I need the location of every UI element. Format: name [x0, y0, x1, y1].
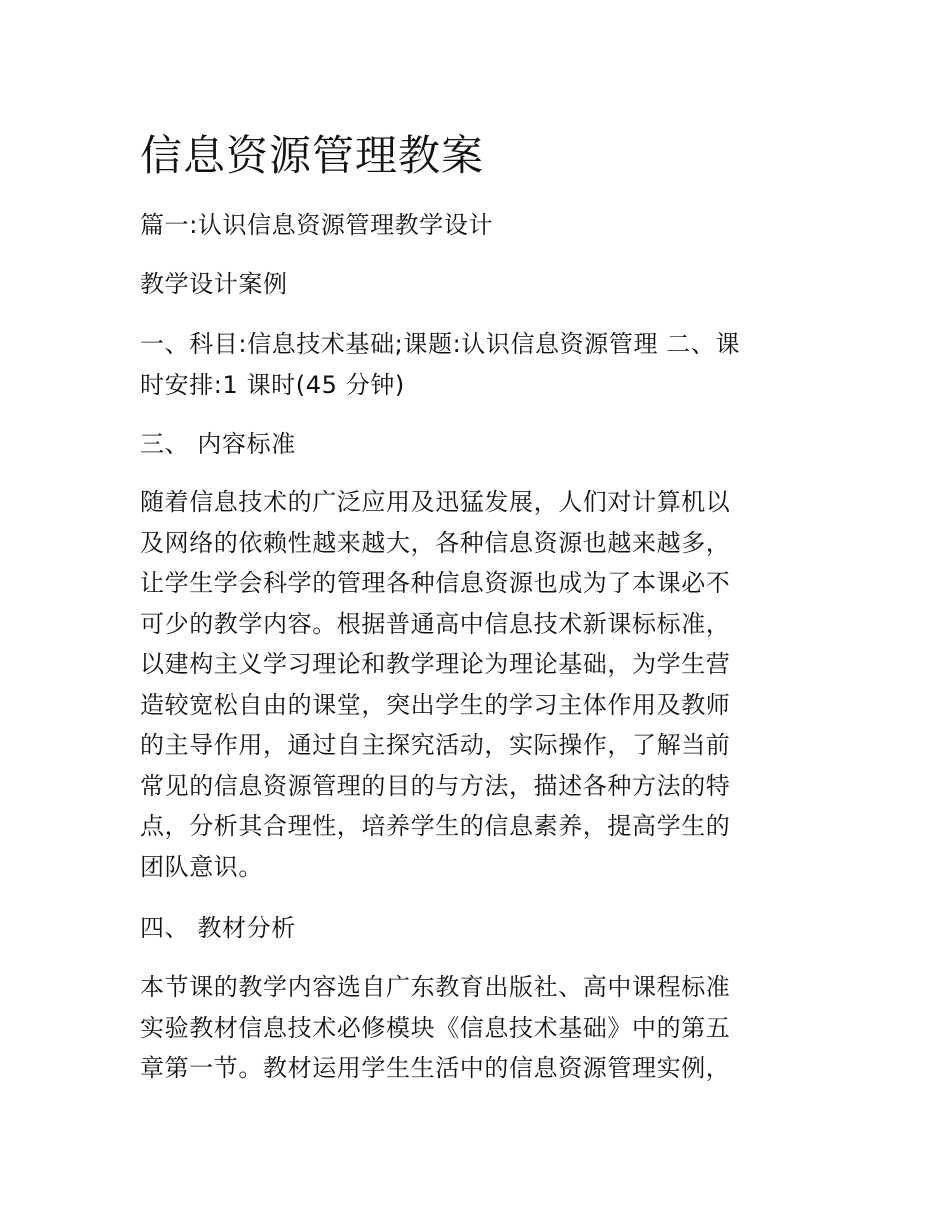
paragraph-line: 造较宽松自由的课堂，突出学生的学习主体作用及教师: [140, 690, 731, 719]
section-4-paragraph: [140, 967, 820, 1089]
section-3-heading: 三、 内容标准: [140, 430, 296, 458]
paragraph-line: 实验教材信息技术必修模块《信息技术基础》中的第五: [140, 1013, 731, 1042]
paragraph-line: 点，分析其合理性，培养学生的信息素养，提高学生的: [140, 812, 731, 840]
paragraph-line: 常见的信息资源管理的目的与方法，描述各种方法的特: [140, 771, 731, 800]
case-label: 教学设计案例: [140, 270, 288, 298]
subject-info: [140, 324, 820, 405]
paragraph-line: 以建构主义学习理论和教学理论为理论基础，为学生营: [140, 650, 731, 678]
paragraph-line: 让学生学会科学的管理各种信息资源也成为了本课必不: [140, 569, 731, 597]
paragraph-line: 章第一节。教材运用学生生活中的信息资源管理实例，: [140, 1054, 731, 1082]
document-title: 信息资源管理教案: [140, 131, 485, 180]
section-4-heading: 四、 教材分析: [140, 914, 296, 942]
paragraph-line: 本节课的教学内容选自广东教育出版社、高中课程标准: [140, 973, 731, 1001]
subtitle: 篇一:认识信息资源管理教学设计: [140, 211, 494, 239]
section-3-paragraph: [140, 482, 820, 887]
paragraph-line: 及网络的依赖性越来越大，各种信息资源也越来越多，: [140, 528, 731, 557]
paragraph-line: 团队意识。: [140, 852, 263, 881]
paragraph-line: 可少的教学内容。根据普通高中信息技术新课标标准，: [140, 609, 731, 638]
subject-line-1: 一、科目:信息技术基础;课题:认识信息资源管理 二、课: [140, 330, 741, 358]
paragraph-line: 随着信息技术的广泛应用及迅猛发展，人们对计算机以: [140, 488, 731, 516]
paragraph-line: 的主导作用，通过自主探究活动，实际操作，了解当前: [140, 731, 731, 759]
subject-line-2: 时安排:1 课时(45 分钟): [140, 370, 405, 399]
